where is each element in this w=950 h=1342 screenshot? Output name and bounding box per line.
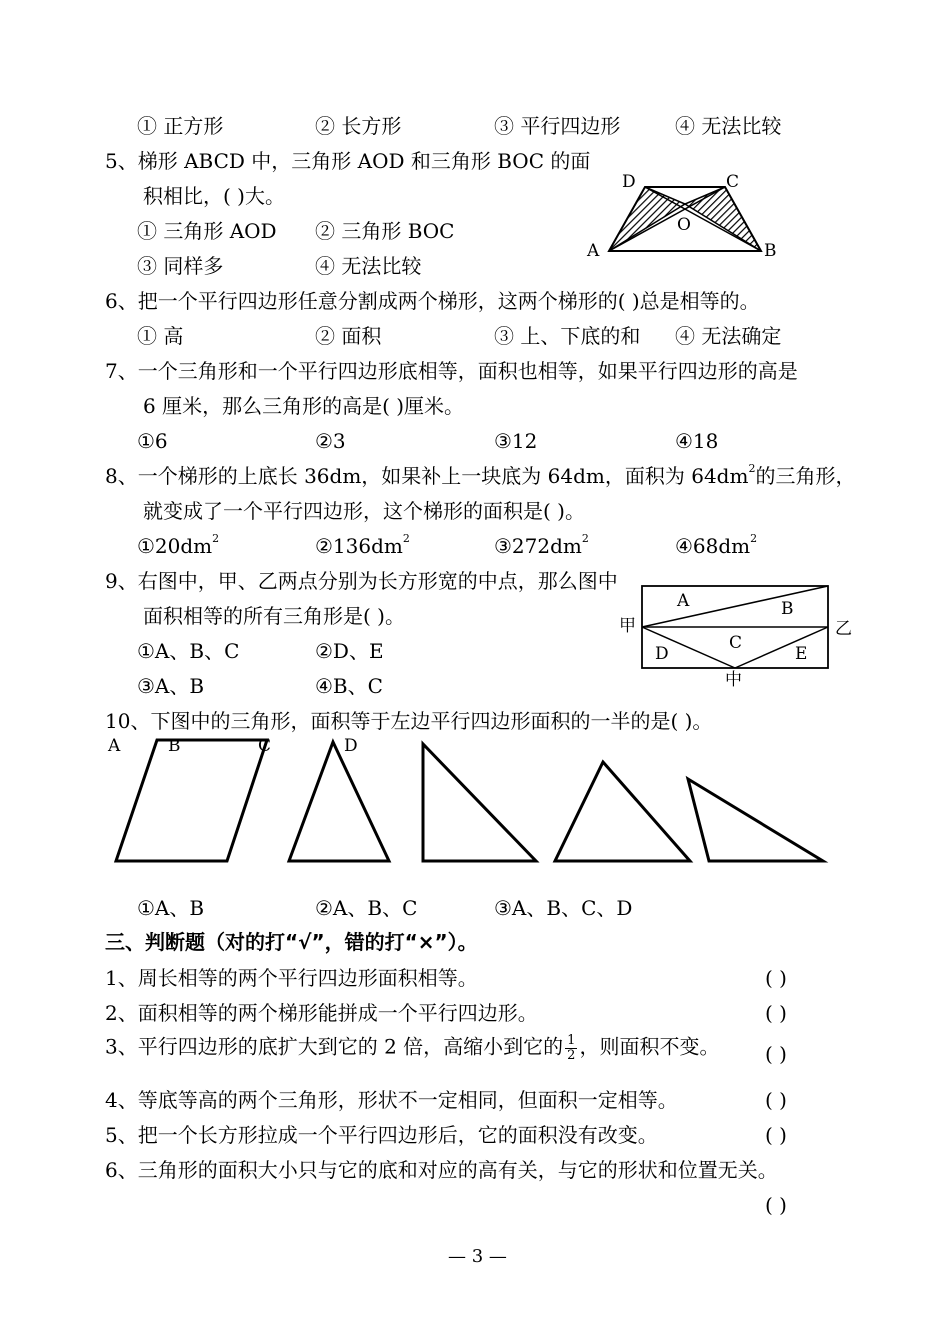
q9-label-e: E [795, 644, 808, 664]
q5-option-4: ④ 无法比较 [315, 254, 422, 278]
q8-option-2: $②136dm^2$ [315, 532, 410, 558]
s3-answer-1: ( ) [765, 966, 787, 990]
q9-line2: 面积相等的所有三角形是( )。 [143, 604, 405, 628]
s3-item-4: 4、等底等高的两个三角形，形状不一定相同，但面积一定相等。 [105, 1088, 678, 1112]
q5-label-d: D [622, 172, 636, 192]
q5-label-a: A [587, 241, 600, 261]
q9-option-1: ①A、B、C [137, 639, 240, 663]
q7-option-4: ④18 [675, 429, 719, 453]
q9-label-yi: 乙 [835, 619, 852, 639]
q7-line2: 6 厘米，那么三角形的高是( )厘米。 [143, 394, 465, 418]
q10-option-2: ②A、B、C [315, 896, 418, 920]
q10-shapes-figure [100, 735, 840, 875]
q10-line1: 10、下图中的三角形，面积等于左边平行四边形面积的一半的是( )。 [105, 709, 713, 733]
q10-option-1: ①A、B [137, 896, 205, 920]
q5-option-1: ① 三角形 AOD [137, 219, 277, 243]
q9-label-b: B [781, 599, 794, 619]
q6-option-3: ③ 上、下底的和 [494, 324, 641, 348]
q7-line1: 7、一个三角形和一个平行四边形底相等，面积也相等，如果平行四边形的高是 [105, 359, 798, 383]
s3-item-3: 3、平行四边形的底扩大到它的 2 倍，高缩小到它的 $\frac{1}{2}$ ，则面积不变。 [105, 1033, 720, 1063]
q5-option-2: ② 三角形 BOC [315, 219, 455, 243]
q5-label-c: C [726, 172, 740, 192]
q6-line1: 6、把一个平行四边形任意分割成两个梯形，这两个梯形的( )总是相等的。 [105, 289, 760, 313]
s3-item-5: 5、把一个长方形拉成一个平行四边形后，它的面积没有改变。 [105, 1123, 658, 1147]
q10-label-d: D [344, 736, 358, 756]
q4-option-1: ① 正方形 [137, 114, 224, 138]
page-number: — 3 — [448, 1246, 507, 1267]
q5-option-3: ③ 同样多 [137, 254, 224, 278]
q10-option-3: ③A、B、C、D [494, 896, 633, 920]
q4-option-2: ② 长方形 [315, 114, 402, 138]
s3-item-2: 2、面积相等的两个梯形能拼成一个平行四边形。 [105, 1001, 538, 1025]
s3-answer-3: ( ) [765, 1042, 787, 1066]
q9-label-d: D [655, 644, 669, 664]
q4-option-4: ④ 无法比较 [675, 114, 782, 138]
q5-line1: 5、梯形 ABCD 中，三角形 AOD 和三角形 BOC 的面 [105, 149, 591, 173]
q6-option-4: ④ 无法确定 [675, 324, 782, 348]
q9-label-c: C [729, 633, 743, 653]
section3-title: 三、判断题（对的打“√”，错的打“×”）。 [105, 930, 478, 954]
q5-label-b: B [764, 241, 777, 261]
q9-label-jia: 甲 [619, 616, 636, 636]
q10-label-b: B [168, 736, 181, 756]
q5-line2: 积相比，( )大。 [143, 184, 285, 208]
q10-label-c: C [258, 736, 272, 756]
q9-label-zhong: 中 [725, 670, 742, 690]
q8-option-1: $①20dm^2$ [137, 532, 220, 558]
q5-label-o: O [677, 215, 691, 235]
q8-line2: 就变成了一个平行四边形，这个梯形的面积是( )。 [143, 499, 585, 523]
q6-option-1: ① 高 [137, 324, 184, 348]
s3-answer-6: ( ) [765, 1193, 787, 1217]
q7-option-2: ②3 [315, 429, 346, 453]
q9-line1: 9、右图中，甲、乙两点分别为长方形宽的中点，那么图中 [105, 569, 618, 593]
q7-option-1: ①6 [137, 429, 168, 453]
q9-label-a: A [677, 591, 690, 611]
fraction-half: $\frac{1}{2}$ [567, 1033, 576, 1063]
q8-option-3: $③272dm^2$ [494, 532, 589, 558]
q9-option-2: ②D、E [315, 639, 384, 663]
q8-option-4: $④68dm^2$ [675, 532, 758, 558]
s3-answer-4: ( ) [765, 1088, 787, 1112]
q4-option-3: ③ 平行四边形 [494, 114, 621, 138]
q6-option-2: ② 面积 [315, 324, 382, 348]
s3-item-1: 1、周长相等的两个平行四边形面积相等。 [105, 966, 478, 990]
s3-item-6: 6、三角形的面积大小只与它的底和对应的高有关，与它的形状和位置无关。 [105, 1158, 778, 1182]
q10-label-a: A [108, 736, 121, 756]
q8-line1: 8、一个梯形的上底长 36dm，如果补上一块底为 64dm，面积为 $64dm^2$的三角形， [105, 462, 856, 488]
s3-answer-2: ( ) [765, 1001, 787, 1025]
q9-option-4: ④B、C [315, 674, 383, 698]
q9-option-3: ③A、B [137, 674, 205, 698]
q7-option-3: ③12 [494, 429, 538, 453]
s3-answer-5: ( ) [765, 1123, 787, 1147]
